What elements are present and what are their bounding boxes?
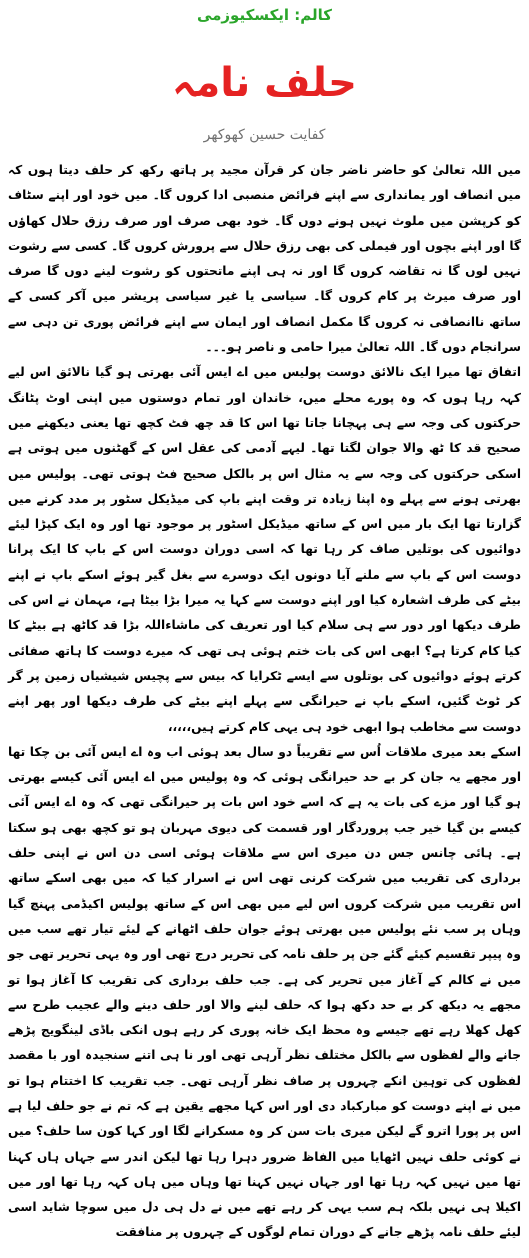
article-paragraph-1: میں اللہ تعالیٰ کو حاضر ناضر جان کر قرآن مجید پر ہاتھ رکھ کر حلف دیتا ہوں کہ میں انصاف اور یمانداری سے اپنے فرائض منصبی ادا کروں گا۔ میں خود اور اپنے سٹاف کو کرپشن میں ملوث نہیں ہونے دوں گا۔ خود بھی صرف اور صرف رزق حلال کھاؤں گا اور اپنے بچوں اور فیملی کی بھی رزق حلال سے پرورش کروں گا۔ کسی سے رشوت نہیں لوں گا نہ تقاضہ کروں گا اور نہ ہی اپنے ماتحتوں کو رشوت لینے دوں گا صرف اور صرف میرٹ پر کام کروں گا۔ سیاسی یا غیر سیاسی پریشر میں آکر کسی کے ساتھ ناانصافی نہ کروں گا مکمل انصاف اور ایمان سے اپنے فرائض پوری تن دہی سے سرانجام دوں گا۔ اللہ تعالیٰ میرا حامی و ناصر ہو۔۔۔: [8, 163, 521, 355]
column-label: کالم: ایکسکیوزمی: [196, 6, 333, 24]
article-paragraph-3: اسکے بعد میری ملاقات اُس سے تقریباً دو سال بعد ہوئی اب وہ اے ایس آئی بن چکا تھا اور مجھے یہ جان کر بے حد حیرانگی ہوئی کہ وہ پولیس میں اے ایس آئی کیسے بھرتی ہو گیا اور مزے کی بات یہ ہے کہ اسے خود اس بات پر حیرانگی تھی کہ وہ اے ایس آئی کیسے بن گیا خیر جب پروردگار اور قسمت کی دیوی مہربان ہو تو کچھ بھی ہو سکتا ہے۔ ہائی چانس جس دن میری اس سے ملاقات ہوئی اسی دن اس نے اپنی حلف برداری کی تقریب میں شرکت کرنی تھی اس نے اسرار کیا کہ میں بھی اسکے ساتھ اس تقریب میں شرکت کروں اس لیے میں بھی اس کے ساتھ پولیس اکیڈمی پہنچ گیا وہاں پر سب نئے پولیس میں بھرتی ہوئے جوان حلف اٹھانے کے لیئے تیار تھے سب میں وہ پیپر تقسیم کیئے گئے جن پر حلف نامہ کی تحریر درج تھی اور وہ یہی تحریر تھی جو میں نے کالم کے آغاز میں تحریر کی ہے۔ جب حلف برداری کی تقریب کا آغاز ہوا تو مجھے یہ دیکھ کر بے حد دکھ ہوا کہ حلف لینے والا اور حلف دینے والے عجیب طرح سے کھل کھلا رہے تھے جیسے وہ محظ ایک خانہ پوری کر رہے ہوں انکی باڈی لینگویج پڑھے جانے والے لفظوں سے بالکل مختلف نظر آرہی تھی اور نا ہی اتنے سنجیدہ اور با مقصد لفظوں کی توہین انکے چہروں پر صاف نظر آرہی تھی۔ جب تقریب کا اختتام ہوا تو میں نے اپنے دوست کو مبارکباد دی اور اس کہا مجھے یقین ہے کہ تم نے جو حلف لیا ہے اس پر پورا اترو گے لیکن میری بات سن کر وہ مسکرانے لگا اور کہا کون سا حلف؟ میں نے کوئی حلف نہیں اٹھایا میں الفاظ ضرور دہرا رہا تھا لیکن اندر سے جہاں ہاں کہنا تھا میں نہیں کہہ رہا تھا اور جہاں نہیں کہنا تھا وہاں میں ہاں کہہ رہا تھا اور میں اکیلا ہی نہیں بلکہ ہم سب یہی کر رہے تھے میں نے دل ہی دل میں سوچا شاید اسی لیئے حلف نامہ پڑھے جانے کے دوران تمام لوگوں کے چہروں پر منافقت: [8, 744, 521, 1240]
author-byline: کفایت حسین کھوکھر: [203, 127, 326, 143]
article-body: [8, 158, 521, 1246]
article-title: حلف نامہ: [172, 60, 357, 106]
article-paragraph-2: اتفاق تھا میرا ایک نالائق دوست پولیس میں اے ایس آئی بھرتی ہو گیا نالائق اس لیے کہہ رہا ہوں کہ وہ پورے محلے میں، خاندان اور تمام دوستوں میں اپنی اوٹ پٹانگ حرکتوں کی وجہ سے ہی پہچانا جاتا تھا اس کا قد چھ فٹ کچھ تھا یعنی دیکھنے میں صحیح قد کا ٹھ والا جوان لگتا تھا۔ لیہے آدمی کی عقل اس کے گھٹنوں میں ہوتی ہے اسکی حرکتوں کی وجہ سے یہ مثال اس پر بالکل صحیح فٹ ہوتی تھی۔ پولیس میں بھرتی ہونے سے پہلے وہ اپنا زیادہ تر وقت اپنے باپ کی میڈیکل سٹور پر مدد کرنے میں گزارتا تھا ایک بار میں اس کے ساتھ میڈیکل اسٹور پر موجود تھا اور وہ ایک کپڑا لیئے دوائیوں کی بوتلیں صاف کر رہا تھا کہ اسی دوران دوست اس کے باپ کا ایک پرانا دوست اس کے باپ سے ملنے آیا دونوں ایک دوسرے سے بغل گیر ہوئے اسکے باپ نے اپنے بیٹے کی طرف اشعارہ کیا اور اپنے دوست سے کہا یہ میرا بڑا بیٹا ہے، مہمان نے اس کی طرف دیکھا اور دور سے ہی سلام کیا اور تعریف کی ماشاءاللہ بڑا قد کاٹھ ہے بیٹے کا کیا کام کرتا ہے؟ ابھی اس کی بات ختم ہوئی ہی تھی کہ میرے دوست کا ہاتھ صفائی کرتے ہوئے دوائیوں کی بوتلوں سے ایسے ٹکرایا کہ بیس سے پچیس شیشیاں زمین پر گر کر ٹوٹ گئیں، اسکے باپ نے حیرانگی سے پہلے اپنے بیٹے کی طرف دیکھا اور پھر اپنے دوست سے مخاطب ہوا ابھی خود ہی یہی کام کرتے ہیں،،،،،: [8, 365, 521, 734]
